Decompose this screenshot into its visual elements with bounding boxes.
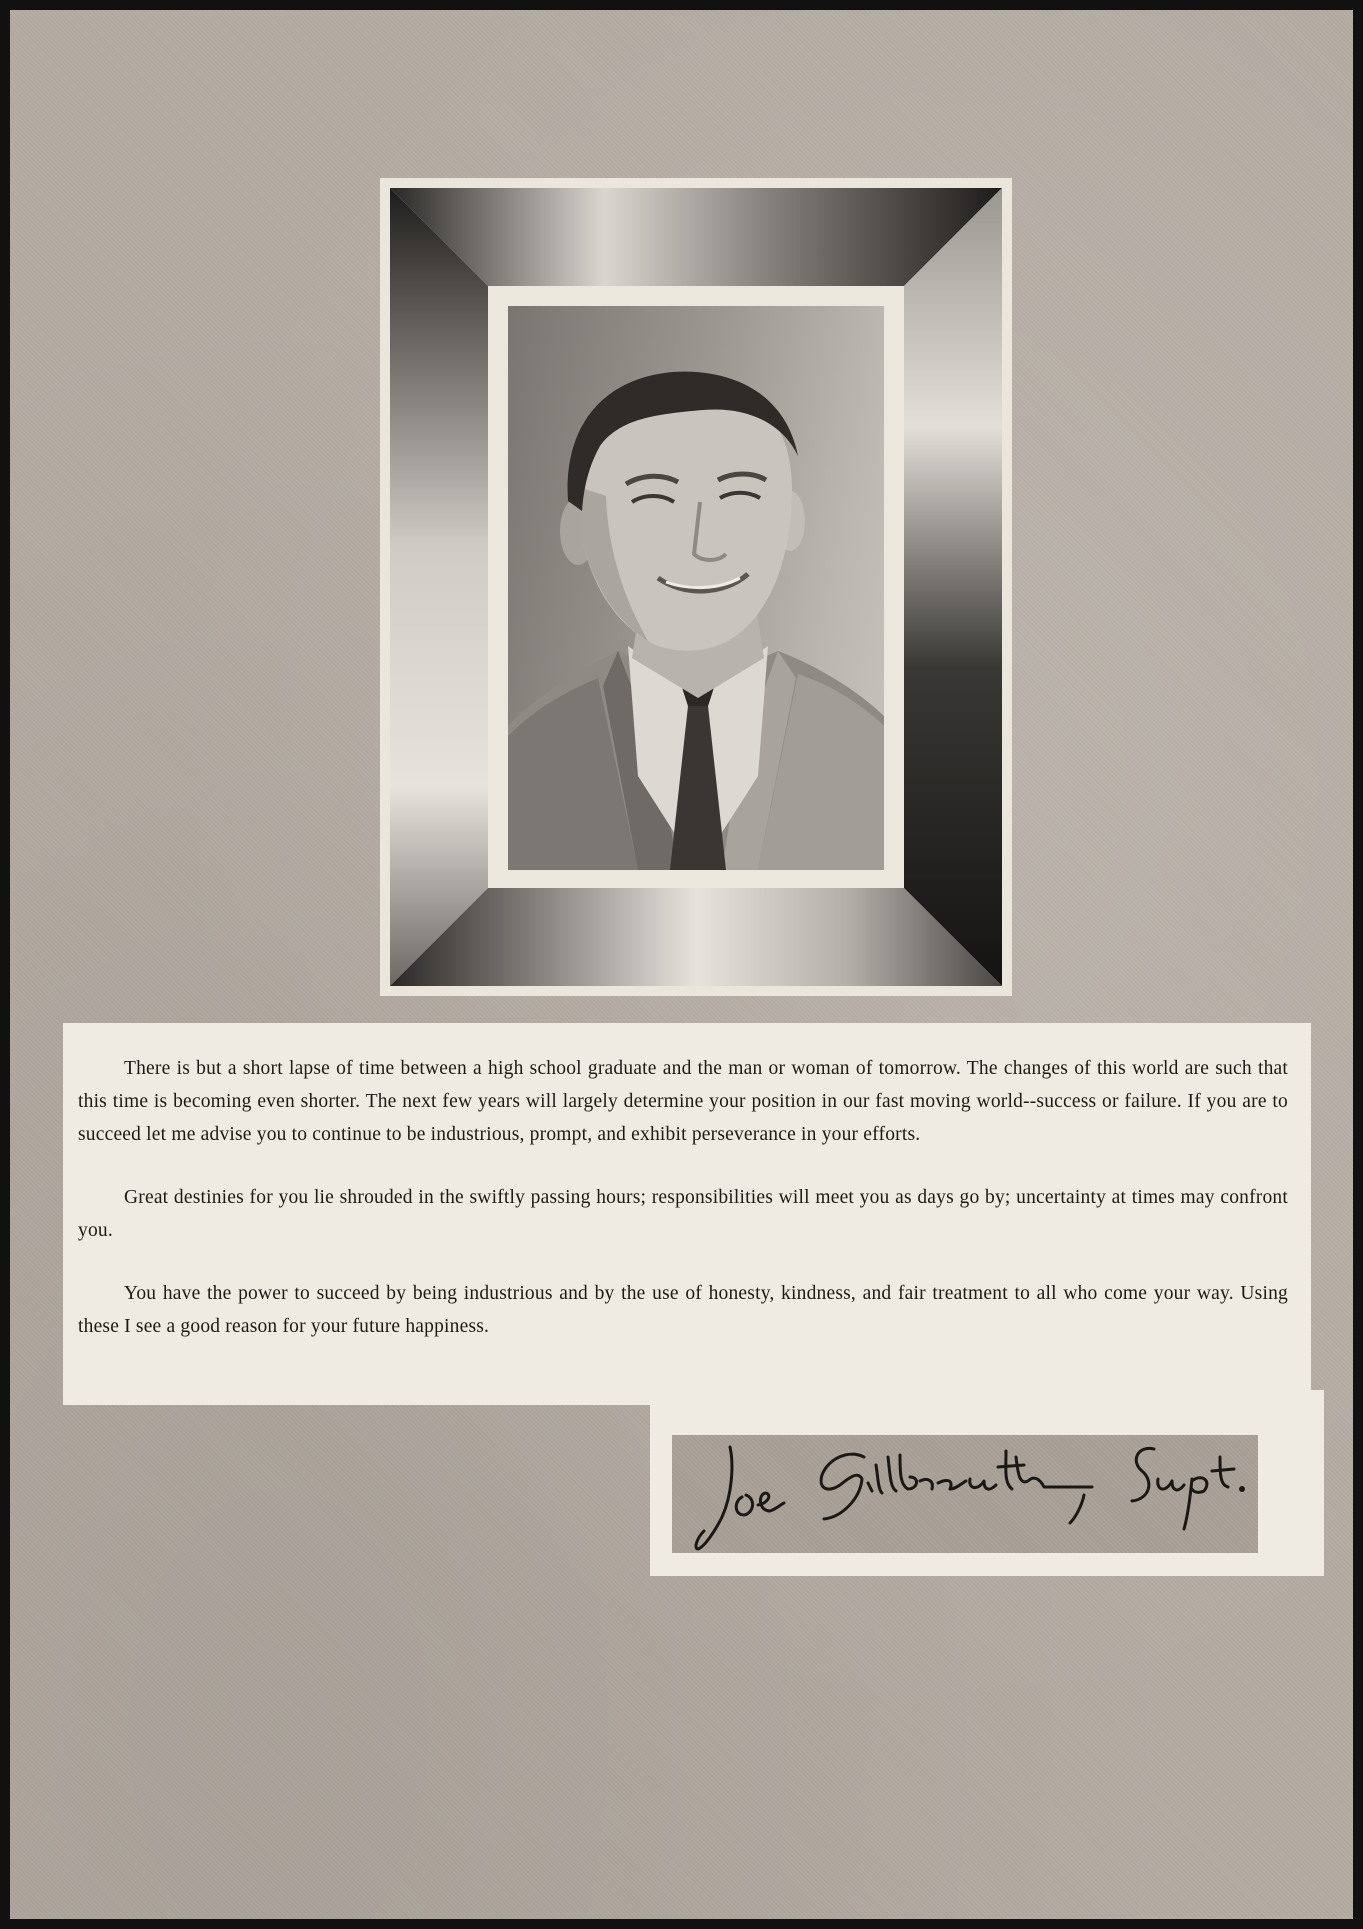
superintendent-message: [78, 1052, 1288, 1373]
message-paragraph-2: Great destinies for you lie shrouded in the swiftly passing hours; responsibilities will meet you as days go by; uncertainty at times may confront you.: [78, 1187, 1288, 1241]
message-paragraph-3: You have the power to succeed by being industrious and by the use of honesty, kindness, and fair treatment to all who come your way. Using these I see a good reason for your future happiness.: [78, 1283, 1288, 1337]
yearbook-page: [10, 10, 1353, 1919]
signature: [672, 1435, 1258, 1553]
portrait-photo: [508, 306, 884, 870]
message-paragraph-1: There is but a short lapse of time between a high school graduate and the man or woman of tomorrow. The changes of this world are such that this time is becoming even shorter. The next few years will largely determine your position in our fast moving world--success or failure. If you are to succeed let me advise you to continue to be industrious, prompt, and exhibit perseverance in your efforts.: [78, 1058, 1288, 1145]
